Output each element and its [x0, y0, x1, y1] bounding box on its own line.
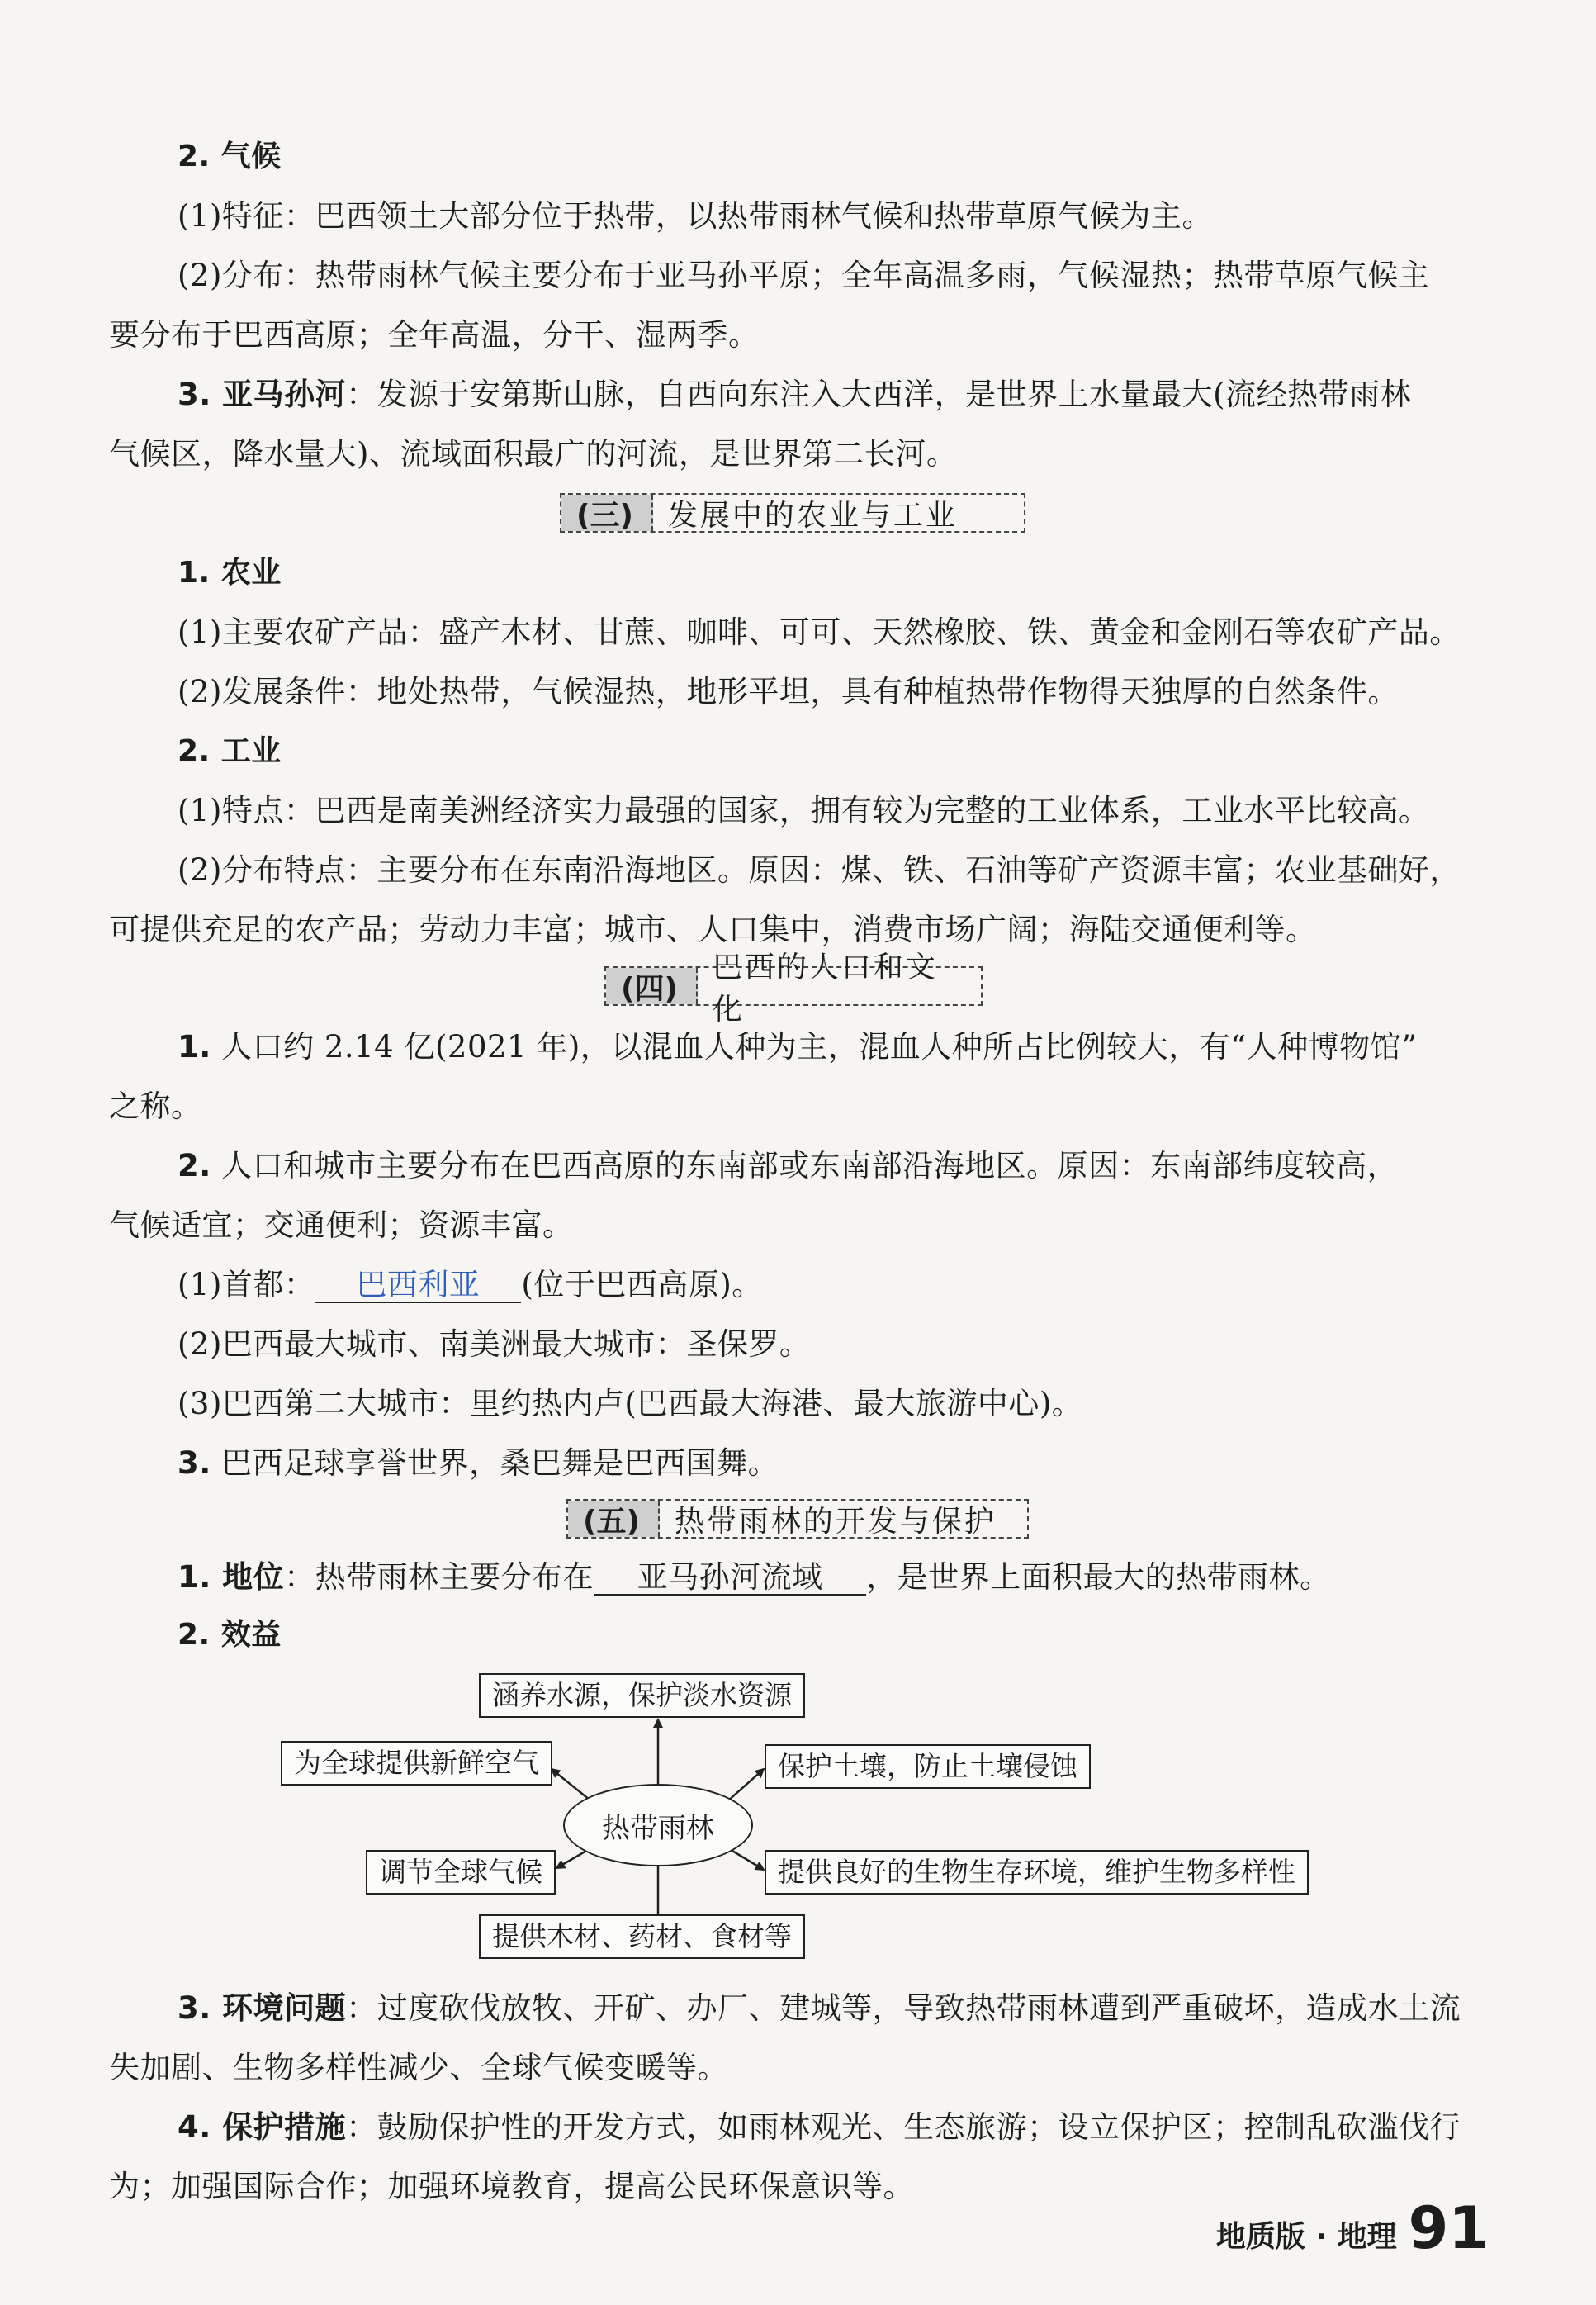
capital-answer-blank: 巴西利亚 [315, 1269, 521, 1303]
second-city: (3)巴西第二大城市：里约热内卢(巴西最大海港、最大旅游中心)。 [178, 1386, 1083, 1421]
section-4-title: 巴西的人口和文化 [712, 951, 938, 1027]
population-line2: 之称。 [109, 1088, 202, 1124]
section-3-number: (三) [561, 495, 653, 531]
capital-suffix: (位于巴西高原)。 [521, 1267, 763, 1302]
culture-text: 巴西足球享誉世界，桑巴舞是巴西国舞。 [211, 1445, 779, 1481]
industry-heading: 2. 工业 [178, 734, 282, 768]
benefit-resources: 提供木材、药材、食材等 [479, 1914, 805, 1959]
env-problem-line2: 失加剧、生物多样性减少、全球气候变暖等。 [109, 2050, 728, 2085]
section-5-number: (五) [568, 1501, 660, 1537]
env-problem-text: ：过度砍伐放牧、开矿、办厂、建城等，导致热带雨林遭到严重破坏，造成水土流 [346, 1990, 1461, 2026]
benefit-heading: 2. 效益 [178, 1618, 282, 1652]
arrow-top-left [552, 1769, 590, 1800]
distribution-line2: 气候适宜；交通便利；资源丰富。 [109, 1207, 574, 1243]
distribution-label: 2. [178, 1148, 211, 1183]
rainforest-center: 热带雨林 [563, 1784, 753, 1866]
benefit-water: 涵养水源，保护淡水资源 [479, 1673, 805, 1718]
amazon-label: 3. 亚马孙河 [178, 377, 347, 412]
env-problem-label: 3. 环境问题 [178, 1990, 347, 2026]
industry-distribution-line2: 可提供充足的农产品；劳动力丰富；城市、人口集中，消费市场广阔；海陆交通便利等。 [109, 912, 1317, 947]
industry-feature: (1)特点：巴西是南美洲经济实力最强的国家，拥有较为完整的工业体系，工业水平比较高。 [178, 793, 1430, 828]
arrow-top-right [727, 1769, 764, 1802]
population-label: 1. [178, 1029, 211, 1065]
section-4-number: (四) [606, 968, 698, 1004]
location-suffix: ，是世界上面积最大的热带雨林。 [866, 1559, 1331, 1595]
protection-text: ：鼓励保护性的开发方式，如雨林观光、生态旅游；设立保护区；控制乱砍滥伐行 [346, 2109, 1461, 2145]
page-footer [1215, 2194, 1489, 2262]
agriculture-heading: 1. 农业 [178, 556, 282, 590]
amazon-paragraph-line2: 气候区，降水量大)、流域面积最广的河流，是世界第二长河。 [109, 436, 958, 472]
section-5-title: 热带雨林的开发与保护 [674, 1504, 997, 1539]
footer-label: 地质版 · 地理 [1215, 2220, 1397, 2254]
distribution-text: 人口和城市主要分布在巴西高原的东南部或东南部沿海地区。原因：东南部纬度较高， [211, 1148, 1399, 1183]
population-text: 人口约 2.14 亿(2021 年)，以混血人种为主，混血人种所占比例较大，有“人种博物馆” [211, 1029, 1418, 1065]
amazon-text: ：发源于安第斯山脉，自西向东注入大西洋，是世界上水量最大(流经热带雨林 [346, 377, 1412, 412]
climate-feature: (1)特征：巴西领土大部分位于热带，以热带雨林气候和热带草原气候为主。 [178, 198, 1213, 234]
arrow-bottom-left [556, 1850, 588, 1868]
agriculture-products: (1)主要农矿产品：盛产木材、甘蔗、咖啡、可可、天然橡胶、铁、黄金和金刚石等农矿产品。 [178, 614, 1461, 650]
climate-distribution-line2: 要分布于巴西高原；全年高温，分干、湿两季。 [109, 317, 760, 353]
benefit-climate: 调节全球气候 [366, 1850, 556, 1895]
benefit-air: 为全球提供新鲜空气 [281, 1741, 552, 1786]
env-problem-line1 [178, 1990, 1461, 2027]
protection-label: 4. 保护措施 [178, 2109, 347, 2145]
largest-city: (2)巴西最大城市、南美洲最大城市：圣保罗。 [178, 1326, 811, 1362]
location-prefix: ：热带雨林主要分布在 [284, 1559, 594, 1595]
location-label: 1. 地位 [178, 1559, 285, 1595]
capital-prefix: (1)首都： [178, 1267, 315, 1302]
section-3-title: 发展中的农业与工业 [667, 498, 958, 533]
culture-label: 3. [178, 1445, 211, 1481]
climate-heading: 2. 气候 [178, 140, 282, 173]
climate-distribution-line1: (2)分布：热带雨林气候主要分布于亚马孙平原；全年高温多雨，气候湿热；热带草原气候主 [178, 258, 1430, 293]
protection-line2: 为；加强国际合作；加强环境教育，提高公民环保意识等。 [109, 2169, 914, 2204]
location-answer-blank: 亚马孙河流域 [594, 1561, 866, 1596]
industry-distribution-line1: (2)分布特点：主要分布在东南沿海地区。原因：煤、铁、石油等矿产资源丰富；农业基础好， [178, 852, 1461, 888]
page-number: 91 [1408, 2194, 1489, 2262]
benefit-biodiversity: 提供良好的生物生存环境，维护生物多样性 [765, 1850, 1309, 1895]
agriculture-conditions: (2)发展条件：地处热带，气候湿热，地形平坦，具有种植热带作物得天独厚的自然条件。 [178, 674, 1399, 709]
benefit-soil: 保护土壤，防止土壤侵蚀 [765, 1744, 1091, 1789]
arrow-bottom-right [728, 1848, 764, 1870]
protection-line1 [178, 2109, 1461, 2146]
